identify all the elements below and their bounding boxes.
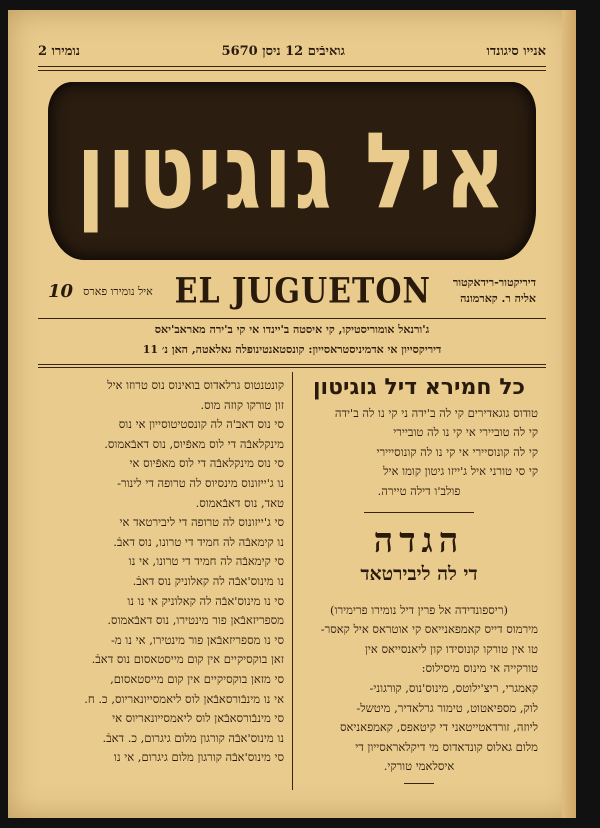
body-line: קאמגרי, ריצ'ילוטס, מינוס'נוס, קורגוני- [369,680,538,695]
title-banner [48,82,536,260]
intro-line: קי סי טורני איל ג'ייזו גיטון קומו איל [383,464,538,479]
text-line: זון טורקו קוזה מוס. [200,397,284,412]
text-line: מינקלאבֿה די לוס מאפֿיוס, נוס דאבֿאמוס. [104,436,284,451]
newspaper-page [8,10,576,818]
section-rule [364,512,474,513]
address-line-1: ג'ורנאל אומוריסטיקו, קי איסטה ב'יינדו אי קי ב'ירה מאראב'יאס [154,323,430,336]
text-line: נו קימאבֿה לה חמיד די טרונו, נוס דאבֿ. [113,534,284,549]
text-line: סי מינבֿורסאבֿאן לוס ליאמסייונאריוס אי [112,711,284,726]
body-line: טו אין טורקו קונוסידו קון ליאנסייאס אין [364,641,538,656]
address-rule-bottom [38,364,546,365]
text-line: נו ג'ייזונוס מינסיוס לה טרופה די לינור- [117,475,284,490]
weekday-label: אנייו סיגונדו [486,44,546,59]
text-line: נו מינוס'אבֿה לה קאלוניק נוס דאבֿ. [132,573,284,588]
top-rule [38,66,546,67]
intro-line: קי לה קונוסיירי אי קי נו לה קונוסייירי [376,444,538,459]
masthead-row [38,40,546,62]
price-number: 10 [48,280,74,302]
address-rule-bottom-double [38,367,546,368]
body-line: (ריספונדידה אל פרין דיל נומירו פרימירו) [330,602,508,617]
left-column [44,376,284,768]
intro-line: פולב'ו דילה טיירה. [377,483,461,498]
text-line: טאד, נוס דאבֿאמוס. [195,495,284,510]
body-line: מלום גאלוס קונדאדוס מי דיקלאראסייון די [355,739,538,754]
editor-role: דיריקטור-רידאקטור [452,276,536,289]
text-line: סי מזאן בוקסיקיים אין קום מייסטאסום, [110,671,284,686]
text-line: אי נו מינבֿורסאבֿאן לוס ליאמסייונאריוס, כ. ח. [84,691,284,706]
address-line-2: דיריקסייון אי אדמיניסטראסייון: קונסטאנטינופלה גאלאטה, האן נ׳ 11 [142,343,442,356]
price-block [48,281,153,302]
text-line: סי מינוס'אבֿה קורגון מלום גיגרום, אי נו [113,750,284,765]
text-line: זאן בוקסיקיים אין קום מייסטאסום נוס דאבֿ. [91,652,284,667]
editor-block [453,275,536,307]
text-line: מספריזאבֿאן פור מינטירו, נוס דאבֿאמוס. [107,613,284,628]
column-divider [292,372,293,790]
intro-line: טודוס גוגאדירים קי לה ב'ידה ני קי נו לה ב'ידה [334,405,538,420]
body-line: טורקייה אי מינוס מיסילוס: [421,661,538,676]
text-line: סי נוס דאב'ה לה קונסטיטוסייון אי נוס [118,417,284,432]
subtitle-row [48,268,536,314]
body-line: איסלאמי טורקי. [383,759,455,774]
end-dash [404,783,434,784]
date-label: גואיבֿים 12 ניסן 5670 [221,44,345,59]
body-line: ליוזה, זורדאטייטאני די קיטאפס, קאמפאניאס [339,720,538,735]
intro-line: קי לה טוביירי אי קי נו לה טוביירי [393,425,538,440]
editor-name: אליה ר. קארמונה [460,292,536,305]
text-line: סי נו מספריזאבֿאן פור מינטירו, אי נו מ- [110,632,284,647]
text-line: קונטנטוס גרלאדוס בואינוס נוס טרוזו איל [107,378,284,392]
text-line: נו מינוס'אבֿה קורגון מלום גיגרום, כ. דאבֿ. [102,730,284,745]
text-line: סי ג'ייזונוס לה טרופה די ליבירטאד אי [119,515,284,530]
price-label: איל נומירו פארס [83,284,153,298]
address-rule-top [38,318,546,319]
top-rule-double [38,70,546,71]
body-line: מירמוס דייס קאמפאנייאס קי אוטראס איל קאסר- [320,622,538,637]
right-column-heading: כל חמירא דיל גוגיטון [313,375,525,400]
body-line: לוק, מספיאטוט, טימור גרלאדיר, מיטשל- [356,700,538,715]
page-edge [562,10,576,818]
haggadah-subheading: די לה ליבירטאד [360,562,478,585]
issue-number: נומירו 2 [38,44,80,59]
banner-title: איל גוגיטון [76,109,508,233]
haggadah-heading: הגדה [373,520,465,561]
text-line: סי נוס מינקלאבֿה די לוס מאפֿיוס אי [129,456,284,471]
text-line: סי קימאבֿה לה חמיד די טרונו, אי נו [128,554,284,569]
latin-title: EL JUGUETON [174,270,431,312]
right-column [300,376,538,784]
text-line: סי נו מינוס'אבֿה לה קאלוניק אי נו נו [127,593,284,608]
